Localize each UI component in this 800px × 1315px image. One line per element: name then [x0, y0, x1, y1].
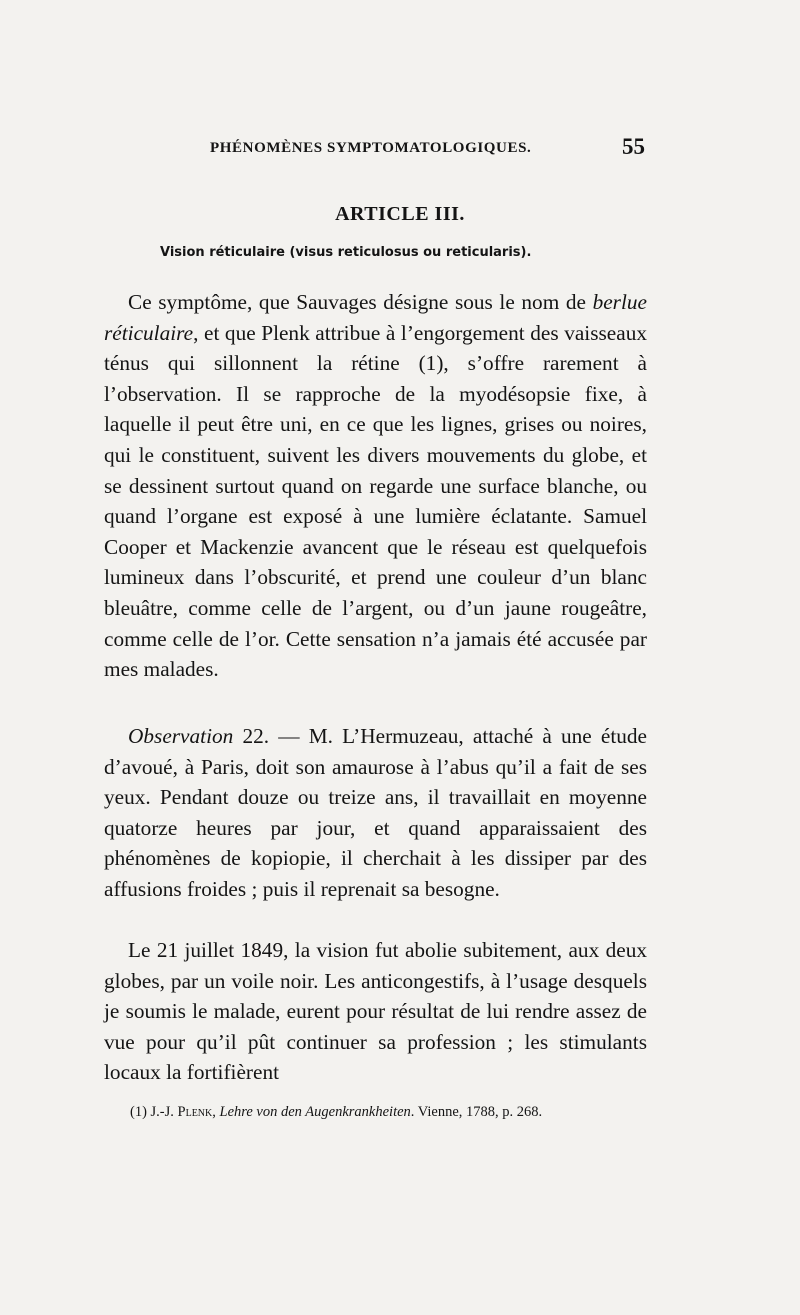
footnote-publication: . Vienne, 1788, p. 268.	[410, 1104, 543, 1120]
paragraph-observation	[104, 721, 647, 905]
running-head-title: PHÉNOMÈNES SYMPTOMATOLOGIQUES.	[210, 140, 532, 156]
observation-label: Observation	[128, 724, 234, 748]
paragraph-1	[104, 287, 647, 685]
footnote	[108, 1101, 645, 1124]
article-subtitle: Vision réticulaire (visus reticulosus ou reticularis).	[160, 245, 532, 260]
paragraph-3	[104, 935, 647, 1088]
page-number: 55	[622, 134, 645, 159]
footnote-separator: ,	[212, 1104, 220, 1120]
paragraph-3-text: Le 21 juillet 1849, la vision fut abolie subitement, aux deux globes, par un voile noir. Les anticongestifs, à l’usage desquels je soumis le malade, eurent pour résultat de lui rendre assez de vue pour qu’il pût continuer sa profession ; les stimulants locaux la fortifièrent	[104, 938, 647, 1085]
footnote-author: Plenk	[177, 1104, 213, 1120]
paragraph-1-text-a: Ce symptôme, que Sauvages désigne sous le nom de	[128, 290, 593, 314]
running-head	[100, 134, 645, 164]
footnote-work-title: Lehre von den Augenkrankheiten	[219, 1104, 411, 1120]
observation-text: 22. — M. L’Hermuzeau, attaché à une étude d’avoué, à Paris, doit son amaurose à l’abus qu’il a fait de ses yeux. Pendant douze ou treize ans, il travaillait en moyenne quatorze heures par jour, et quand apparaissaient des phénomènes de kopiopie, il cherchait à les dissiper par des affusions froides ; puis il reprenait sa besogne.	[104, 724, 647, 901]
paragraph-1-text-b: , et que Plenk attribue à l’engorgement des vaisseaux ténus qui sillonnent la rétine (1), s’offre rarement à l’observation. Il se rapproche de la myodésopsie fixe, à laquelle il peut être uni, en ce que les lignes, grises ou noires, qui le constituent, suivent les divers mouvements du globe, et se dessinent surtout quand on regarde une surface blanche, ou quand l’organe est exposé à une lumière éclatante. Samuel Cooper et Mackenzie avancent que le réseau est quelquefois lumineux dans l’obscurité, et prend une couleur d’un blanc bleuâtre, comme celle de l’argent, ou d’un jaune rougeâtre, comme celle de l’or. Cette sensation n’a jamais été accusée par mes malades.	[104, 320, 647, 682]
article-title: ARTICLE III.	[335, 203, 465, 225]
footnote-marker: (1) J.-J.	[130, 1104, 178, 1120]
paragraph-1-italic-term: berlue réticulaire	[104, 290, 647, 345]
